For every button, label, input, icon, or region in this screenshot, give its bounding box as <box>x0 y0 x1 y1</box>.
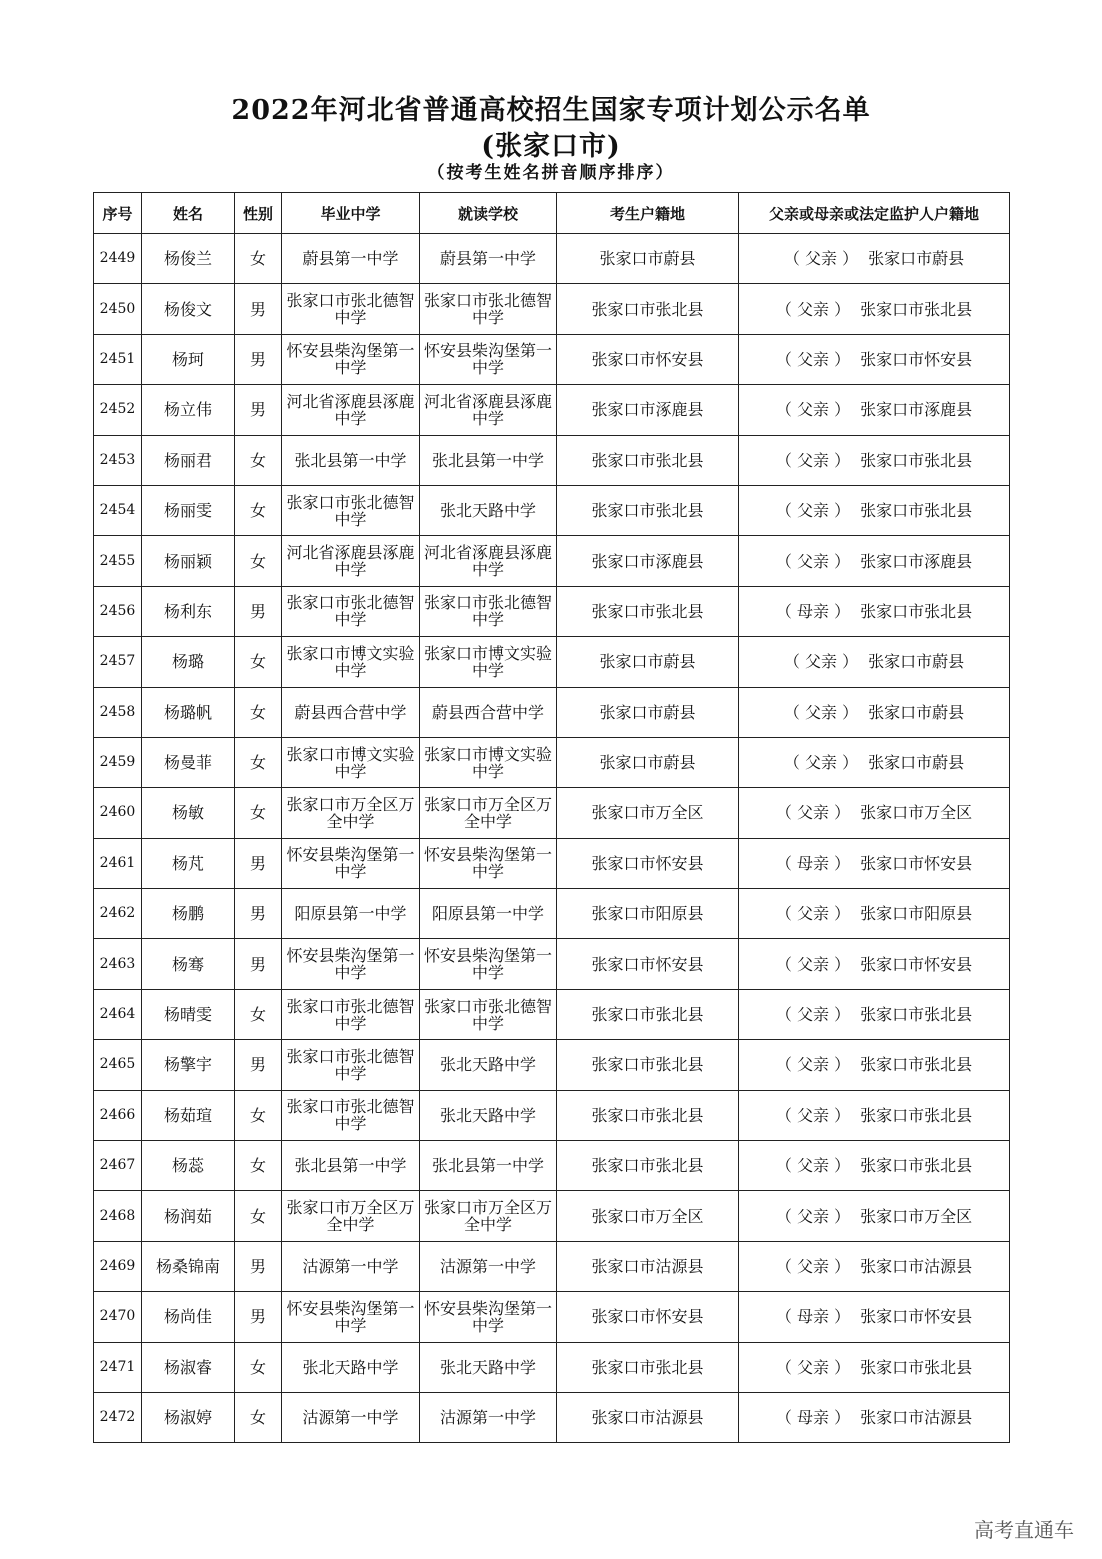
gender-cell: 男 <box>235 1292 282 1342</box>
graduation-school-cell: 蔚县第一中学 <box>282 234 420 284</box>
seq-cell: 2458 <box>94 687 142 737</box>
sort-note: （按考生姓名拼音顺序排序） <box>427 163 675 183</box>
gender-cell: 女 <box>235 1191 282 1241</box>
seq-cell: 2471 <box>94 1342 142 1392</box>
guardian-residence: 张家口市张北县 <box>860 601 973 621</box>
guardian-relation: （ 父亲 ） <box>783 652 859 672</box>
guardian-residence-cell <box>739 234 1010 284</box>
graduation-school-cell: 蔚县西合营中学 <box>282 687 420 737</box>
graduation-school-cell: 张家口市张北德智中学 <box>282 485 420 535</box>
table-row <box>94 1090 1010 1140</box>
gender-cell: 女 <box>235 737 282 787</box>
guardian-relation: （ 父亲 ） <box>775 954 851 974</box>
gender-cell: 男 <box>235 1241 282 1291</box>
graduation-school-cell: 张家口市张北德智中学 <box>282 1040 420 1090</box>
table-row <box>94 536 1010 586</box>
guardian-relation: （ 母亲 ） <box>775 1408 851 1428</box>
guardian-residence: 张家口市涿鹿县 <box>860 400 973 420</box>
guardian-residence: 张家口市沽源县 <box>860 1408 973 1428</box>
name-cell: 杨丽雯 <box>142 485 235 535</box>
name-cell: 杨璐 <box>142 637 235 687</box>
graduation-school-cell: 沽源第一中学 <box>282 1392 420 1442</box>
guardian-residence-cell <box>739 637 1010 687</box>
name-cell: 杨俊文 <box>142 284 235 334</box>
gender-cell: 男 <box>235 586 282 636</box>
gender-cell: 女 <box>235 485 282 535</box>
column-header: 就读学校 <box>420 193 557 234</box>
guardian-relation: （ 父亲 ） <box>775 400 851 420</box>
graduation-school-cell: 阳原县第一中学 <box>282 889 420 939</box>
name-cell: 杨璐帆 <box>142 687 235 737</box>
table-row <box>94 788 1010 838</box>
name-cell: 杨桑锦南 <box>142 1241 235 1291</box>
guardian-residence-cell <box>739 1292 1010 1342</box>
column-header: 父亲或母亲或法定监护人户籍地 <box>739 193 1010 234</box>
guardian-residence: 张家口市万全区 <box>860 803 973 823</box>
guardian-residence-cell <box>739 939 1010 989</box>
seq-cell: 2465 <box>94 1040 142 1090</box>
student-residence-cell: 张家口市张北县 <box>557 586 739 636</box>
guardian-relation: （ 母亲 ） <box>775 1307 851 1327</box>
table-row <box>94 234 1010 284</box>
table-row <box>94 1392 1010 1442</box>
student-residence-cell: 张家口市张北县 <box>557 435 739 485</box>
seq-cell: 2470 <box>94 1292 142 1342</box>
guardian-relation: （ 父亲 ） <box>775 501 851 521</box>
current-school-cell: 阳原县第一中学 <box>420 889 557 939</box>
guardian-residence: 张家口市张北县 <box>860 501 973 521</box>
guardian-relation: （ 父亲 ） <box>775 450 851 470</box>
student-residence-cell: 张家口市张北县 <box>557 1141 739 1191</box>
guardian-relation: （ 父亲 ） <box>775 551 851 571</box>
guardian-residence-cell <box>739 989 1010 1039</box>
table-body <box>94 234 1010 1443</box>
gender-cell: 女 <box>235 1141 282 1191</box>
name-cell: 杨珂 <box>142 334 235 384</box>
table-row <box>94 1040 1010 1090</box>
student-residence-cell: 张家口市万全区 <box>557 1191 739 1241</box>
graduation-school-cell: 河北省涿鹿县涿鹿中学 <box>282 385 420 435</box>
name-cell: 杨利东 <box>142 586 235 636</box>
seq-cell: 2453 <box>94 435 142 485</box>
guardian-residence-cell <box>739 1342 1010 1392</box>
graduation-school-cell: 怀安县柴沟堡第一中学 <box>282 838 420 888</box>
current-school-cell: 张北县第一中学 <box>420 1141 557 1191</box>
guardian-residence-cell <box>739 385 1010 435</box>
column-header: 姓名 <box>142 193 235 234</box>
student-residence-cell: 张家口市万全区 <box>557 788 739 838</box>
seq-cell: 2450 <box>94 284 142 334</box>
gender-cell: 男 <box>235 385 282 435</box>
table-row <box>94 889 1010 939</box>
gender-cell: 女 <box>235 687 282 737</box>
table-row <box>94 1141 1010 1191</box>
column-header: 考生户籍地 <box>557 193 739 234</box>
guardian-residence: 张家口市蔚县 <box>868 702 965 722</box>
guardian-relation: （ 母亲 ） <box>775 853 851 873</box>
guardian-relation: （ 父亲 ） <box>775 349 851 369</box>
current-school-cell: 张家口市张北德智中学 <box>420 586 557 636</box>
table-row <box>94 838 1010 888</box>
graduation-school-cell: 张北县第一中学 <box>282 435 420 485</box>
table-row <box>94 1191 1010 1241</box>
current-school-cell: 张家口市万全区万全中学 <box>420 788 557 838</box>
guardian-residence: 张家口市怀安县 <box>860 1307 973 1327</box>
guardian-relation: （ 父亲 ） <box>775 803 851 823</box>
guardian-relation: （ 父亲 ） <box>783 702 859 722</box>
seq-cell: 2463 <box>94 939 142 989</box>
gender-cell: 男 <box>235 1040 282 1090</box>
current-school-cell: 张北天路中学 <box>420 485 557 535</box>
table-row <box>94 586 1010 636</box>
graduation-school-cell: 怀安县柴沟堡第一中学 <box>282 334 420 384</box>
name-cell: 杨润茹 <box>142 1191 235 1241</box>
student-residence-cell: 张家口市张北县 <box>557 1040 739 1090</box>
gender-cell: 男 <box>235 889 282 939</box>
student-residence-cell: 张家口市怀安县 <box>557 1292 739 1342</box>
guardian-relation: （ 父亲 ） <box>775 299 851 319</box>
gender-cell: 男 <box>235 284 282 334</box>
guardian-residence-cell <box>739 284 1010 334</box>
student-residence-cell: 张家口市沽源县 <box>557 1392 739 1442</box>
graduation-school-cell: 张家口市博文实验中学 <box>282 737 420 787</box>
gender-cell: 男 <box>235 838 282 888</box>
guardian-residence: 张家口市张北县 <box>860 299 973 319</box>
seq-cell: 2455 <box>94 536 142 586</box>
student-residence-cell: 张家口市张北县 <box>557 284 739 334</box>
student-residence-cell: 张家口市怀安县 <box>557 838 739 888</box>
guardian-residence-cell <box>739 334 1010 384</box>
graduation-school-cell: 张家口市万全区万全中学 <box>282 1191 420 1241</box>
guardian-residence: 张家口市张北县 <box>860 1105 973 1125</box>
current-school-cell: 张北天路中学 <box>420 1342 557 1392</box>
name-cell: 杨淑睿 <box>142 1342 235 1392</box>
graduation-school-cell: 张家口市张北德智中学 <box>282 284 420 334</box>
current-school-cell: 怀安县柴沟堡第一中学 <box>420 1292 557 1342</box>
table-header-row <box>94 193 1010 234</box>
table-row <box>94 284 1010 334</box>
watermark: 高考直通车 <box>974 1518 1074 1542</box>
guardian-residence-cell <box>739 737 1010 787</box>
current-school-cell: 蔚县第一中学 <box>420 234 557 284</box>
current-school-cell: 张北县第一中学 <box>420 435 557 485</box>
guardian-relation: （ 父亲 ） <box>783 753 859 773</box>
student-residence-cell: 张家口市蔚县 <box>557 687 739 737</box>
seq-cell: 2467 <box>94 1141 142 1191</box>
student-residence-cell: 张家口市张北县 <box>557 989 739 1039</box>
guardian-residence: 张家口市蔚县 <box>868 652 965 672</box>
name-cell: 杨曼菲 <box>142 737 235 787</box>
gender-cell: 女 <box>235 1392 282 1442</box>
guardian-residence-cell <box>739 1141 1010 1191</box>
guardian-relation: （ 父亲 ） <box>775 1257 851 1276</box>
guardian-residence: 张家口市阳原县 <box>860 904 973 924</box>
student-residence-cell: 张家口市张北县 <box>557 1342 739 1392</box>
name-cell: 杨芃 <box>142 838 235 888</box>
guardian-residence: 张家口市沽源县 <box>860 1257 973 1276</box>
graduation-school-cell: 张北天路中学 <box>282 1342 420 1392</box>
graduation-school-cell: 张家口市博文实验中学 <box>282 637 420 687</box>
table-row <box>94 989 1010 1039</box>
seq-cell: 2459 <box>94 737 142 787</box>
graduation-school-cell: 张家口市张北德智中学 <box>282 989 420 1039</box>
guardian-residence-cell <box>739 1191 1010 1241</box>
seq-cell: 2460 <box>94 788 142 838</box>
name-cell: 杨丽颖 <box>142 536 235 586</box>
seq-cell: 2457 <box>94 637 142 687</box>
seq-cell: 2461 <box>94 838 142 888</box>
current-school-cell: 沽源第一中学 <box>420 1241 557 1291</box>
gender-cell: 女 <box>235 1342 282 1392</box>
student-residence-cell: 张家口市涿鹿县 <box>557 536 739 586</box>
guardian-residence: 张家口市张北县 <box>860 1005 973 1025</box>
name-cell: 杨蕊 <box>142 1141 235 1191</box>
table-row <box>94 939 1010 989</box>
guardian-residence-cell <box>739 536 1010 586</box>
student-residence-cell: 张家口市涿鹿县 <box>557 385 739 435</box>
guardian-residence-cell <box>739 889 1010 939</box>
guardian-residence-cell <box>739 687 1010 737</box>
gender-cell: 女 <box>235 1090 282 1140</box>
current-school-cell: 河北省涿鹿县涿鹿中学 <box>420 536 557 586</box>
current-school-cell: 张家口市张北德智中学 <box>420 284 557 334</box>
gender-cell: 女 <box>235 989 282 1039</box>
graduation-school-cell: 怀安县柴沟堡第一中学 <box>282 1292 420 1342</box>
name-cell: 杨立伟 <box>142 385 235 435</box>
gender-cell: 男 <box>235 939 282 989</box>
gender-cell: 男 <box>235 334 282 384</box>
guardian-residence-cell <box>739 435 1010 485</box>
name-cell: 杨鹏 <box>142 889 235 939</box>
graduation-school-cell: 张家口市万全区万全中学 <box>282 788 420 838</box>
seq-cell: 2456 <box>94 586 142 636</box>
guardian-residence-cell <box>739 586 1010 636</box>
table-row <box>94 1342 1010 1392</box>
seq-cell: 2464 <box>94 989 142 1039</box>
name-cell: 杨晴雯 <box>142 989 235 1039</box>
current-school-cell: 河北省涿鹿县涿鹿中学 <box>420 385 557 435</box>
guardian-residence: 张家口市张北县 <box>860 1357 973 1377</box>
guardian-relation: （ 父亲 ） <box>775 1357 851 1377</box>
guardian-residence-cell <box>739 1040 1010 1090</box>
guardian-residence: 张家口市怀安县 <box>860 853 973 873</box>
name-cell: 杨尚佳 <box>142 1292 235 1342</box>
student-residence-cell: 张家口市蔚县 <box>557 737 739 787</box>
table-row <box>94 435 1010 485</box>
current-school-cell: 张北天路中学 <box>420 1090 557 1140</box>
current-school-cell: 沽源第一中学 <box>420 1392 557 1442</box>
guardian-residence-cell <box>739 1090 1010 1140</box>
name-cell: 杨丽君 <box>142 435 235 485</box>
guardian-relation: （ 父亲 ） <box>783 249 859 269</box>
guardian-residence-cell <box>739 485 1010 535</box>
seq-cell: 2462 <box>94 889 142 939</box>
seq-cell: 2466 <box>94 1090 142 1140</box>
student-residence-cell: 张家口市蔚县 <box>557 234 739 284</box>
guardian-residence: 张家口市张北县 <box>860 1055 973 1075</box>
page-subtitle: (张家口市) <box>481 131 621 162</box>
guardian-residence: 张家口市蔚县 <box>868 753 965 773</box>
guardian-relation: （ 父亲 ） <box>775 1005 851 1025</box>
guardian-relation: （ 父亲 ） <box>775 1206 851 1226</box>
column-header: 序号 <box>94 193 142 234</box>
guardian-residence: 张家口市蔚县 <box>868 249 965 269</box>
name-cell: 杨淑婷 <box>142 1392 235 1442</box>
table-row <box>94 1292 1010 1342</box>
student-residence-cell: 张家口市怀安县 <box>557 939 739 989</box>
table-row <box>94 637 1010 687</box>
name-cell: 杨骞 <box>142 939 235 989</box>
student-residence-cell: 张家口市蔚县 <box>557 637 739 687</box>
guardian-residence: 张家口市张北县 <box>860 1156 973 1176</box>
guardian-residence-cell <box>739 788 1010 838</box>
guardian-residence: 张家口市怀安县 <box>860 349 973 369</box>
guardian-relation: （ 父亲 ） <box>775 1156 851 1176</box>
graduation-school-cell: 张家口市张北德智中学 <box>282 586 420 636</box>
graduation-school-cell: 张北县第一中学 <box>282 1141 420 1191</box>
current-school-cell: 张家口市博文实验中学 <box>420 637 557 687</box>
guardian-residence: 张家口市万全区 <box>860 1206 973 1226</box>
graduation-school-cell: 张家口市张北德智中学 <box>282 1090 420 1140</box>
table-row <box>94 687 1010 737</box>
current-school-cell: 张家口市张北德智中学 <box>420 989 557 1039</box>
current-school-cell: 张北天路中学 <box>420 1040 557 1090</box>
column-header: 毕业中学 <box>282 193 420 234</box>
guardian-residence: 张家口市怀安县 <box>860 954 973 974</box>
guardian-relation: （ 父亲 ） <box>775 1055 851 1075</box>
guardian-residence: 张家口市张北县 <box>860 450 973 470</box>
name-cell: 杨擎宇 <box>142 1040 235 1090</box>
gender-cell: 女 <box>235 788 282 838</box>
student-residence-cell: 张家口市张北县 <box>557 1090 739 1140</box>
table-row <box>94 334 1010 384</box>
gender-cell: 女 <box>235 435 282 485</box>
seq-cell: 2452 <box>94 385 142 435</box>
guardian-residence-cell <box>739 1241 1010 1291</box>
page-title: 2022年河北省普通高校招生国家专项计划公示名单 <box>231 95 871 126</box>
table-row <box>94 385 1010 435</box>
seq-cell: 2472 <box>94 1392 142 1442</box>
guardian-residence-cell <box>739 838 1010 888</box>
current-school-cell: 怀安县柴沟堡第一中学 <box>420 838 557 888</box>
current-school-cell: 张家口市万全区万全中学 <box>420 1191 557 1241</box>
gender-cell: 女 <box>235 536 282 586</box>
guardian-residence: 张家口市涿鹿县 <box>860 551 973 571</box>
graduation-school-cell: 河北省涿鹿县涿鹿中学 <box>282 536 420 586</box>
name-cell: 杨俊兰 <box>142 234 235 284</box>
column-header: 性别 <box>235 193 282 234</box>
student-residence-cell: 张家口市沽源县 <box>557 1241 739 1291</box>
name-cell: 杨敏 <box>142 788 235 838</box>
table-row <box>94 737 1010 787</box>
name-cell: 杨茹瑄 <box>142 1090 235 1140</box>
gender-cell: 女 <box>235 637 282 687</box>
seq-cell: 2451 <box>94 334 142 384</box>
current-school-cell: 张家口市博文实验中学 <box>420 737 557 787</box>
current-school-cell: 蔚县西合营中学 <box>420 687 557 737</box>
seq-cell: 2454 <box>94 485 142 535</box>
seq-cell: 2468 <box>94 1191 142 1241</box>
graduation-school-cell: 怀安县柴沟堡第一中学 <box>282 939 420 989</box>
seq-cell: 2449 <box>94 234 142 284</box>
guardian-relation: （ 父亲 ） <box>775 904 851 924</box>
graduation-school-cell: 沽源第一中学 <box>282 1241 420 1291</box>
student-residence-cell: 张家口市张北县 <box>557 485 739 535</box>
student-residence-cell: 张家口市阳原县 <box>557 889 739 939</box>
gender-cell: 女 <box>235 234 282 284</box>
current-school-cell: 怀安县柴沟堡第一中学 <box>420 939 557 989</box>
roster-table <box>93 192 1010 1443</box>
guardian-relation: （ 母亲 ） <box>775 601 851 621</box>
table-row <box>94 1241 1010 1291</box>
guardian-residence-cell <box>739 1392 1010 1442</box>
student-residence-cell: 张家口市怀安县 <box>557 334 739 384</box>
guardian-relation: （ 父亲 ） <box>775 1105 851 1125</box>
seq-cell: 2469 <box>94 1241 142 1291</box>
table-row <box>94 485 1010 535</box>
current-school-cell: 怀安县柴沟堡第一中学 <box>420 334 557 384</box>
